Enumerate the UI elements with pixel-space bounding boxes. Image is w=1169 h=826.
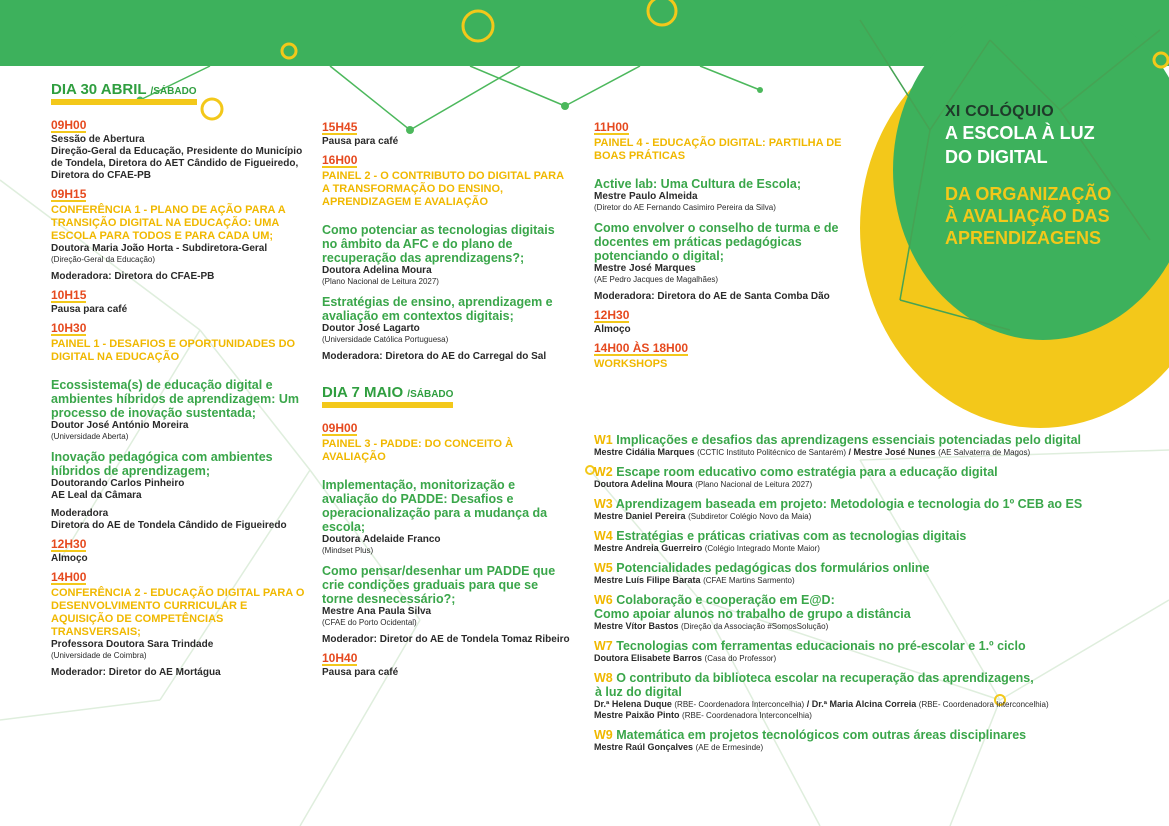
time-label: 15H45 — [322, 120, 358, 134]
moderator: Diretora do AE de Tondela Cândido de Figueiredo — [51, 520, 287, 531]
affiliation: (Universidade Aberta) — [51, 432, 129, 441]
workshop-title-text: Colaboração e cooperação em E@D: — [616, 593, 835, 607]
break: Pausa para café — [51, 304, 128, 315]
day-label: DIA 7 MAIO — [322, 384, 404, 401]
workshop-code: W5 — [594, 561, 613, 575]
workshops-heading: WORKSHOPS — [594, 358, 668, 370]
moderator: Moderador: Diretor do AE Mortágua — [51, 667, 221, 678]
workshop-title — [594, 433, 1154, 447]
speaker: Doutora Elisabete Barros — [594, 653, 703, 663]
day-label: DIA 30 ABRIL — [51, 81, 147, 98]
workshop-title-text: Matemática em projetos tecnológicos com outras áreas disciplinares — [616, 728, 1027, 742]
affiliation: (AE de Ermesinde) — [695, 743, 764, 752]
program-column-1 — [51, 81, 306, 679]
event-subtitle-line1: DA ORGANIZAÇÃO — [945, 184, 1112, 204]
day-heading — [51, 81, 197, 105]
affiliation: (CCTIC Instituto Politécnico de Santarém) — [697, 448, 847, 457]
time-label: 10H15 — [51, 288, 87, 302]
affiliation: (Subdiretor Colégio Novo da Maia) — [688, 512, 812, 521]
workshop-speakers — [594, 699, 1154, 710]
workshop-title — [594, 593, 1154, 607]
event-title-line2: DO DIGITAL — [945, 147, 1048, 167]
speaker: Mestre Paulo Almeida — [594, 191, 698, 202]
speaker: Professora Doutora Sara Trindade — [51, 639, 214, 650]
time-label: 16H00 — [322, 153, 358, 167]
workshop-title-text: Aprendizagem baseada em projeto: Metodologia e tecnologia do 1º CEB ao ES — [615, 497, 1083, 511]
speaker: / Dr.ª Maria Alcina Correia — [804, 699, 917, 709]
talk-title: Ecossistema(s) de educação digital e ambientes híbridos de aprendizagem: Um processo de inovação sustentada; — [51, 378, 299, 420]
affiliation: (Casa do Professor) — [704, 654, 777, 663]
break: Pausa para café — [322, 136, 399, 147]
speaker: Doutor José António Moreira — [51, 420, 189, 431]
workshop-item — [594, 433, 1154, 458]
workshop-speakers — [594, 742, 1154, 753]
workshop-speakers — [594, 575, 1154, 586]
workshop-speakers — [594, 479, 1154, 490]
program-column-3 — [594, 121, 854, 371]
time-label: 12H30 — [51, 537, 87, 551]
workshop-title — [594, 639, 1154, 653]
talk-title: Como envolver o conselho de turma e de docentes em práticas pedagógicas potenciando o digital; — [594, 221, 839, 263]
speaker: Mestre Vítor Bastos — [594, 621, 679, 631]
speaker: Mestre Andreia Guerreiro — [594, 543, 703, 553]
conference-title: CONFERÊNCIA 2 - EDUCAÇÃO DIGITAL PARA O DESENVOLVIMENTO CURRICULAR E AQUISIÇÃO DE COMPETÊNCIAS TRANSVERSAIS; — [51, 587, 305, 638]
event-subtitle-line3: APRENDIZAGENS — [945, 228, 1102, 248]
speaker: Mestre Cidália Marques — [594, 447, 695, 457]
talk-title: Como potenciar as tecnologias digitais no âmbito da AFC e do plano de recuperação das aprendizagens?; — [322, 223, 555, 265]
workshop-item — [594, 561, 1154, 586]
moderator: Moderadora: Diretora do AE de Santa Comba Dão — [594, 291, 830, 302]
panel-title: PAINEL 3 - PADDE: DO CONCEITO À AVALIAÇÃO — [322, 438, 514, 463]
workshop-code: W7 — [594, 639, 613, 653]
speaker: Doutora Adelina Moura — [594, 479, 693, 489]
workshop-code: W9 — [594, 728, 613, 742]
time-label: 10H30 — [51, 321, 87, 335]
affiliation: (AE Salvaterra de Magos) — [938, 448, 1031, 457]
workshop-speakers — [594, 511, 1154, 522]
talk-title: Como pensar/desenhar um PADDE que crie condições graduais para que se torne desnecessário?; — [322, 564, 556, 606]
workshop-speakers — [594, 621, 1154, 632]
time-label: 09H15 — [51, 187, 87, 201]
speaker: Mestre Raúl Gonçalves — [594, 742, 694, 752]
time-label: 09H00 — [322, 421, 358, 435]
speaker: Doutora Adelina Moura — [322, 265, 432, 276]
time-label: 12H30 — [594, 308, 630, 322]
affiliation: (RBE- Coordenadora Interconcelhia) — [674, 700, 805, 709]
talk-title: Implementação, monitorização e avaliação do PADDE: Desafios e operacionalização para a mudança da escola; — [322, 478, 548, 534]
affiliation: (Direção da Associação #SomosSolução) — [681, 622, 829, 631]
speaker: Mestre Daniel Pereira — [594, 511, 686, 521]
speaker: Doutora Adelaide Franco — [322, 534, 441, 545]
workshop-title-text: Tecnologias com ferramentas educacionais no pré-escolar e 1.º ciclo — [616, 639, 1026, 653]
workshop-code: W4 — [594, 529, 613, 543]
time-label: 09H00 — [51, 118, 87, 132]
moderator: Moderador: Diretor do AE de Tondela Tomaz Ribeiro — [322, 634, 570, 645]
affiliation: (Plano Nacional de Leitura 2027) — [322, 277, 439, 286]
program-column-2 — [322, 121, 572, 679]
event-title-line1: A ESCOLA À LUZ — [945, 123, 1095, 143]
workshop-title-text: Escape room educativo como estratégia para a educação digital — [616, 465, 998, 479]
workshop-speakers — [594, 653, 1154, 664]
workshop-title-text: Implicações e desafios das aprendizagens essenciais potenciadas pelo digital — [616, 433, 1081, 447]
talk-title: Active lab: Uma Cultura de Escola; — [594, 177, 802, 191]
affiliation: (RBE- Coordenadora Interconcelhia) — [682, 711, 812, 720]
time-label: 10H40 — [322, 651, 358, 665]
panel-title: PAINEL 4 - EDUCAÇÃO DIGITAL: PARTILHA DE BOAS PRÁTICAS — [594, 137, 842, 162]
speaker: Mestre Paixão Pinto — [594, 710, 680, 720]
talk-title: Estratégias de ensino, aprendizagem e avaliação em contextos digitais; — [322, 295, 553, 323]
affiliation: (Colégio Integrado Monte Maior) — [704, 544, 820, 553]
affiliation: (CFAE Martins Sarmento) — [703, 576, 795, 585]
speaker: Mestre Luís Filipe Barata — [594, 575, 701, 585]
affiliation: (AE Pedro Jacques de Magalhães) — [594, 275, 719, 284]
day-heading — [322, 384, 454, 408]
workshop-title — [594, 728, 1154, 742]
workshop-item — [594, 465, 1154, 490]
workshop-title — [594, 529, 1154, 543]
workshops-list — [594, 433, 1154, 760]
workshop-title — [594, 671, 1154, 685]
workshop-code: W2 — [594, 465, 613, 479]
time-label: 11H00 — [594, 120, 629, 134]
workshop-title-line2: à luz do digital — [595, 685, 682, 699]
panel-title: PAINEL 2 - O CONTRIBUTO DO DIGITAL PARA A TRANSFORMAÇÃO DO ENSINO, APRENDIZAGEM E AVALIAÇÃO — [322, 170, 564, 208]
workshop-item — [594, 671, 1154, 721]
speaker: Mestre José Marques — [594, 263, 696, 274]
workshop-item — [594, 728, 1154, 753]
conference-title: CONFERÊNCIA 1 - PLANO DE AÇÃO PARA A TRANSIÇÃO DIGITAL NA EDUCAÇÃO: UMA ESCOLA PARA TODOS E PARA CADA UM; — [51, 204, 286, 242]
speaker: Mestre Ana Paula Silva — [322, 606, 432, 617]
session-desc: Direção-Geral da Educação, Presidente do Município de Tondela, Diretora do AET Cândido de Figueiredo, Diretora do CFAE-PB — [51, 146, 303, 181]
session-title: Sessão de Abertura — [51, 134, 145, 145]
workshop-title — [594, 561, 1154, 575]
workshop-code: W6 — [594, 593, 613, 607]
event-subtitle-line2: À AVALIAÇÃO DAS — [945, 206, 1110, 226]
moderator: Moderadora: Diretora do AE do Carregal do Sal — [322, 351, 547, 362]
workshop-title-text: O contributo da biblioteca escolar na recuperação das aprendizagens, — [616, 671, 1034, 685]
affiliation: (RBE- Coordenadora Interconcelhia) — [918, 700, 1049, 709]
workshop-item — [594, 593, 1154, 632]
workshop-item — [594, 497, 1154, 522]
talk-title: Inovação pedagógica com ambientes híbridos de aprendizagem; — [51, 450, 273, 478]
workshop-item — [594, 639, 1154, 664]
affiliation: (Universidade Católica Portuguesa) — [322, 335, 449, 344]
event-title-block — [945, 103, 1150, 249]
affiliation: (Direção-Geral da Educação) — [51, 255, 156, 264]
lunch: Almoço — [51, 553, 88, 564]
workshop-code: W1 — [594, 433, 613, 447]
workshop-title-line2: Como apoiar alunos no trabalho de grupo a distância — [594, 607, 911, 621]
affiliation: (Mindset Plus) — [322, 546, 374, 555]
affiliation: (Universidade de Coimbra) — [51, 651, 147, 660]
workshop-item — [594, 529, 1154, 554]
event-edition: XI COLÓQUIO — [945, 103, 1054, 120]
affiliation: (Diretor do AE Fernando Casimiro Pereira da Silva) — [594, 203, 776, 212]
day-weekday: /SÁBADO — [407, 389, 454, 400]
speaker: Doutorando Carlos Pinheiro — [51, 478, 185, 489]
break: Pausa para café — [322, 667, 399, 678]
speaker: / Mestre José Nunes — [846, 447, 936, 457]
moderator: Moderadora: Diretora do CFAE-PB — [51, 271, 215, 282]
speaker: Doutora Maria João Horta - Subdiretora-Geral — [51, 243, 268, 254]
workshop-speakers — [594, 710, 1154, 721]
workshop-title-text: Estratégias e práticas criativas com as tecnologias digitais — [616, 529, 967, 543]
speaker: Dr.ª Helena Duque — [594, 699, 672, 709]
workshop-speakers — [594, 447, 1154, 458]
panel-title: PAINEL 1 - DESAFIOS E OPORTUNIDADES DO DIGITAL NA EDUCAÇÃO — [51, 338, 296, 363]
speaker: Doutor José Lagarto — [322, 323, 420, 334]
time-label: 14H00 — [51, 570, 87, 584]
workshop-title — [594, 497, 1154, 511]
moderator-label: Moderadora — [51, 508, 109, 519]
workshop-title-text: Potencialidades pedagógicas dos formulários online — [616, 561, 930, 575]
workshop-code: W8 — [594, 671, 613, 685]
time-label: 14H00 ÀS 18H00 — [594, 341, 689, 355]
affiliation: AE Leal da Câmara — [51, 490, 142, 501]
workshop-title — [594, 465, 1154, 479]
day-weekday: /SÁBADO — [150, 86, 197, 97]
lunch: Almoço — [594, 324, 631, 335]
affiliation: (CFAE do Porto Ocidental) — [322, 618, 417, 627]
affiliation: (Plano Nacional de Leitura 2027) — [695, 480, 813, 489]
workshop-speakers — [594, 543, 1154, 554]
workshop-code: W3 — [594, 497, 613, 511]
